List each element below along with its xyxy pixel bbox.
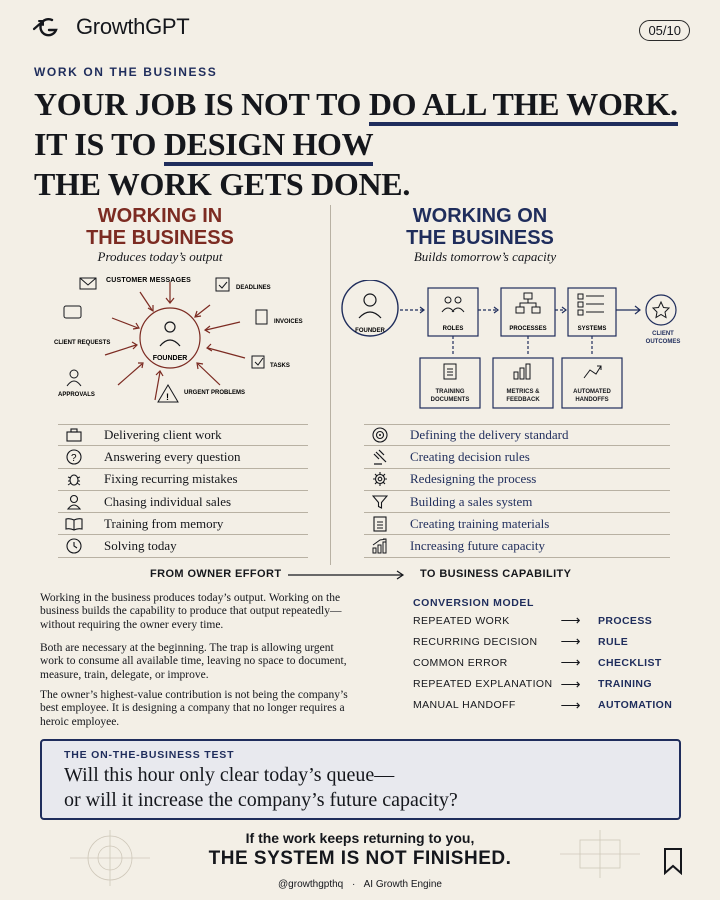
conversion-arrow: ⟶ [560,633,581,650]
growth-g-logo [30,16,70,38]
task-icon [252,356,264,368]
conversion-from: REPEATED EXPLANATION [413,678,553,691]
page-indicator: 05/10 [639,20,690,41]
gavel-icon [372,449,388,465]
headline-line2-a: IT IS TO [34,126,164,162]
footer-separator: · [352,879,356,890]
systems-icon [578,294,604,315]
label-customer-messages: CUSTOMER MESSAGES [106,277,191,284]
list-item [364,469,670,491]
list-item [58,535,308,557]
left-item-label: Delivering client work [104,427,222,443]
conversion-from: MANUAL HANDOFF [413,699,516,712]
left-activity-list [58,424,308,558]
conversion-row [413,674,672,695]
test-question-line2: or will it increase the company’s future capacity? [64,789,458,811]
document-icon [373,516,387,532]
transition-from: FROM OWNER EFFORT [150,568,282,580]
left-title-line2: THE BUSINESS [86,227,234,249]
transition-arrow [288,570,408,580]
conversion-from: COMMON ERROR [413,656,508,669]
document-icon [444,364,456,379]
conversion-to: PROCESS [598,614,653,627]
roles-icon [442,297,464,312]
book-icon [65,517,83,531]
briefcase-icon [66,428,82,442]
label-tasks: TASKS [270,363,290,369]
list-item [364,446,670,468]
list-item [58,491,308,513]
brand-name: GrowthGPT [76,14,190,39]
list-item [364,491,670,513]
flow-handoffs-fo [564,388,620,408]
outcomes-node [646,295,676,325]
list-item [364,424,670,446]
headline-line2-b: DESIGN HOW [164,126,374,166]
conversion-row [413,631,672,652]
warning-glyph: ! [166,392,169,402]
chat-icon [64,306,81,318]
conversion-arrow: ⟶ [560,654,581,671]
headline-line3: THE WORK GETS DONE. [34,166,411,202]
headline [34,84,678,204]
funnel-icon [372,494,388,510]
conversion-row [413,610,672,631]
flow-training-fo [422,388,478,408]
flow-outcomes-label: CLIENT OUTCOMES [645,331,681,345]
footer-line1: If the work keeps returning to you, [245,830,475,846]
gear-icon [372,471,388,487]
conversion-arrow: ⟶ [560,696,581,713]
label-client-requests: CLIENT REQUESTS [54,340,111,346]
person-icon [66,494,82,510]
footer-credits [0,879,720,890]
flow-metrics-label: METRICS & FEEDBACK [506,389,540,403]
label-urgent-problems: URGENT PROBLEMS [184,390,246,396]
label-deadlines: DEADLINES [236,285,271,291]
flow-handoffs-label: AUTOMATED HANDOFFS [573,389,611,403]
left-item-label: Answering every question [104,448,241,464]
question-icon [66,449,82,465]
conversion-row [413,695,672,716]
svg-text:?: ? [71,452,77,464]
body-paragraph-3: The owner’s highest-value contribution is not being the company’s best employee. It is designing a company that no longer requires a heroic employee. [40,689,348,728]
footer-line2: THE SYSTEM IS NOT FINISHED. [208,848,512,869]
list-item [58,446,308,468]
conversion-model-title: CONVERSION MODEL [413,597,535,609]
body-paragraph-2: Both are necessary at the beginning. The trap is allowing urgent work to consume all available time, leaving no space to document, measure, train, delegate, or improve. [40,642,347,681]
flow-training-label: TRAINING DOCUMENTS [430,389,470,403]
section-kicker: WORK ON THE BUSINESS [34,65,218,79]
target-icon [372,427,388,443]
growth-chart-icon [371,538,389,554]
right-title-line2: THE BUSINESS [406,227,554,249]
processes-icon [516,293,540,313]
founder-icon [364,294,376,306]
invoice-icon [256,310,267,324]
approvals-icon [70,370,78,378]
mail-icon-flap [80,278,96,285]
left-item-label: Solving today [104,538,177,554]
list-item [58,469,308,491]
flow-processes-label: PROCESSES [509,326,547,332]
chaos-center-label: FOUNDER [152,355,188,362]
conversion-arrow: ⟶ [560,612,581,629]
left-panel-title [60,205,260,249]
list-item [58,513,308,535]
left-item-label: Fixing recurring mistakes [104,471,238,487]
conversion-from: REPEATED WORK [413,614,510,627]
star-icon [653,302,669,318]
list-item [364,513,670,535]
test-question-line1: Will this hour only clear today’s queue— [64,764,395,786]
flow-roles-label: ROLES [442,326,464,332]
conversion-row [413,652,672,673]
column-divider [330,205,331,565]
right-item-label: Defining the delivery standard [410,427,569,443]
list-item [364,535,670,557]
bug-icon [66,471,82,487]
approvals-icon-body [67,381,81,386]
founder-icon-body [359,312,381,318]
right-item-label: Building a sales system [410,493,533,509]
clock-icon [66,538,82,554]
body-paragraph-1: Working in the business produces today’s output. Working on the business builds the capability to produce that output repeatedly—without requiring the owner every time. [40,592,342,631]
label-invoices: INVOICES [274,319,303,325]
right-panel-subtitle: Builds tomorrow’s capacity [413,249,557,264]
test-question [64,763,458,813]
right-activity-list [364,424,670,558]
task-check [255,358,263,365]
bar-chart-icon [514,364,530,379]
conversion-model-table [413,610,672,716]
handoff-icon [584,366,601,378]
conversion-arrow: ⟶ [560,675,581,692]
conversion-to: CHECKLIST [598,656,662,669]
conversion-from: RECURRING DECISION [413,635,538,648]
flow-systems-label: SYSTEMS [577,326,607,332]
conversion-to: AUTOMATION [598,699,673,712]
conversion-to: RULE [598,635,629,648]
label-approvals: APPROVALS [58,392,95,398]
left-title-line1: WORKING IN [97,205,223,227]
conversion-to: TRAINING [598,678,652,691]
headline-line1-a: YOUR JOB IS NOT TO [34,86,369,122]
transition-to: TO BUSINESS CAPABILITY [420,568,572,580]
footer-handle[interactable]: @growthgpthq [278,879,344,890]
flow-outcomes-fo [638,330,688,354]
calendar-check [219,282,227,288]
flow-metrics-fo [495,388,551,408]
left-item-label: Chasing individual sales [104,493,232,509]
headline-line1-b: DO ALL THE WORK. [369,86,678,126]
calendar-icon [216,278,229,291]
left-panel-subtitle: Produces today’s output [97,249,223,264]
bookmark-icon[interactable] [662,847,684,875]
founder-chaos-diagram [50,270,330,420]
right-item-label: Redesigning the process [410,471,537,487]
list-item [58,424,308,446]
system-flow-diagram [338,280,720,415]
right-item-label: Increasing future capacity [410,538,545,554]
right-panel-title [380,205,580,249]
right-title-line1: WORKING ON [412,205,548,227]
right-item-label: Creating decision rules [410,448,530,464]
flow-founder-label: FOUNDER [355,328,385,334]
brand [30,14,189,40]
right-item-label: Creating training materials [410,515,550,531]
footer-tagline: AI Growth Engine [363,879,442,890]
left-item-label: Training from memory [104,515,224,531]
test-kicker: THE ON-THE-BUSINESS TEST [64,749,235,761]
